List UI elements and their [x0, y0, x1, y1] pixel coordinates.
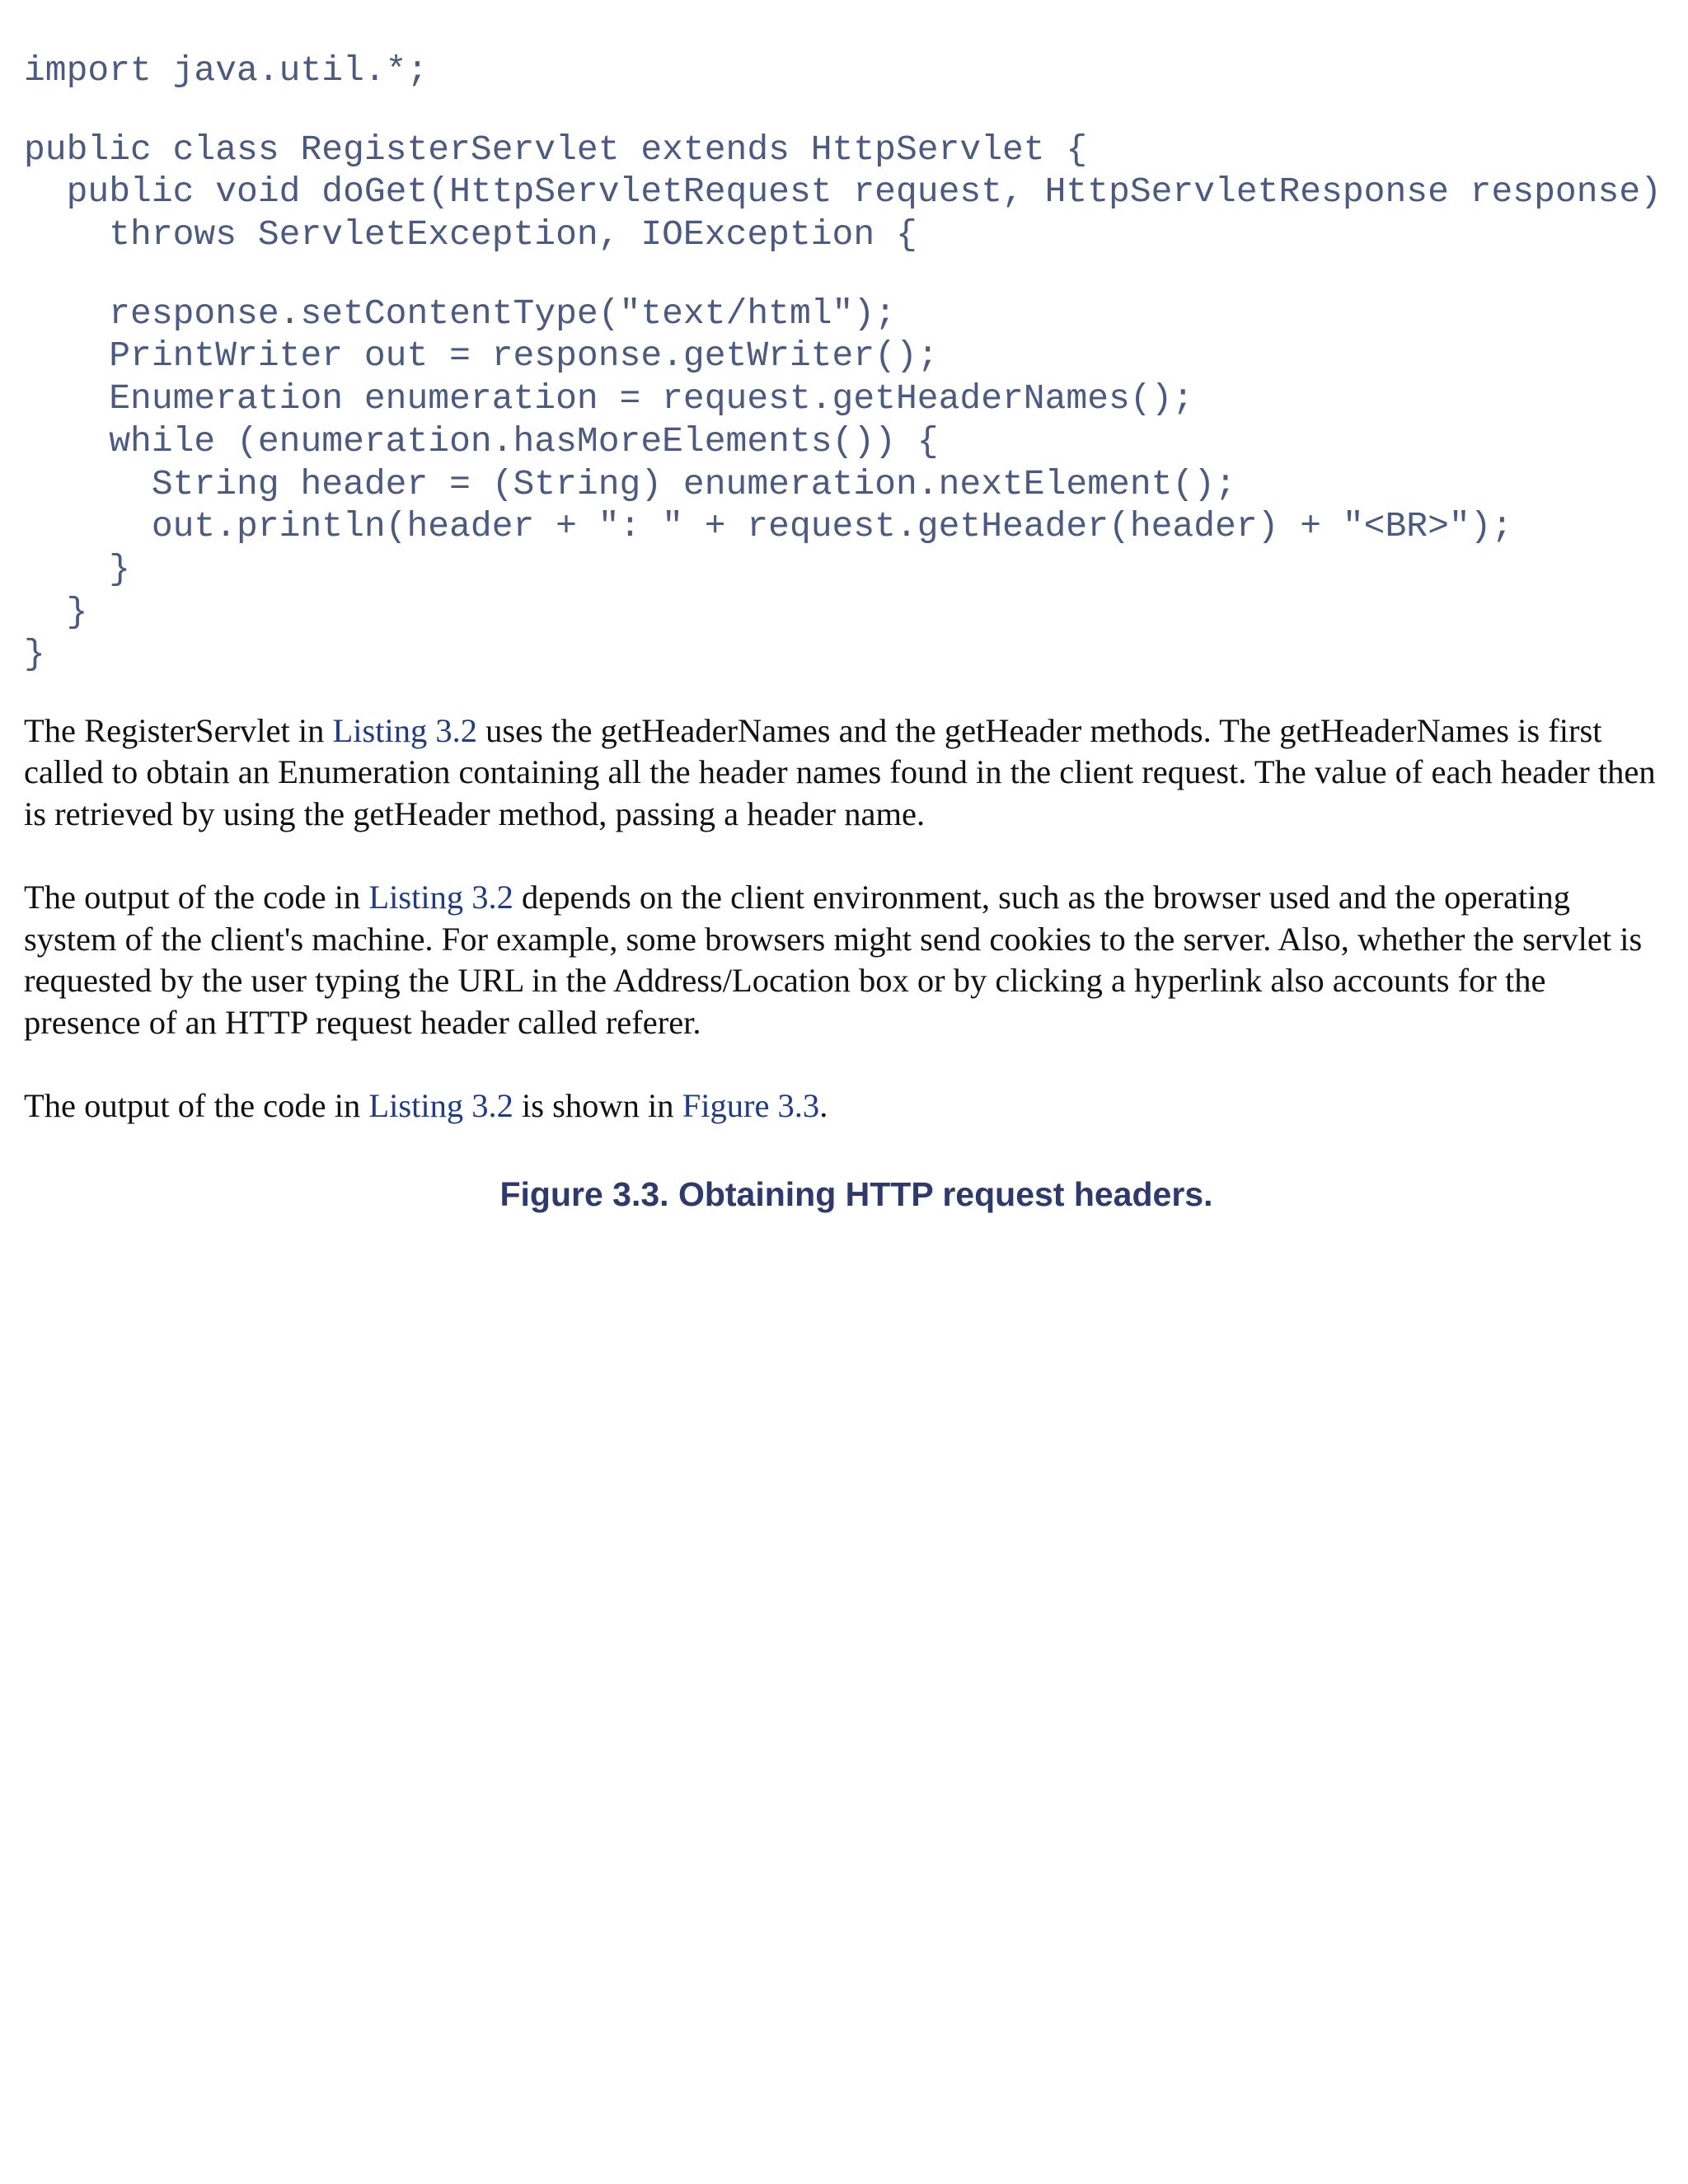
- code-line: response.setContentType("text/html");: [24, 293, 896, 334]
- code-line: while (enumeration.hasMoreElements()) {: [24, 420, 939, 462]
- code-line: import java.util.*;: [24, 50, 429, 91]
- code-line: public class RegisterServlet extends HttpServlet {: [24, 129, 1088, 170]
- paragraph-text: The output of the code in: [24, 1087, 369, 1125]
- document-page: [24, 49, 1664, 1214]
- code-line: }: [24, 591, 88, 632]
- figure-caption: Figure 3.3. Obtaining HTTP request headers.: [499, 1174, 1213, 1213]
- listing-3-2-link[interactable]: Listing 3.2: [368, 1087, 513, 1125]
- paragraph-text: The output of the code in: [24, 879, 369, 916]
- paragraph-client-environment: [24, 877, 1664, 1043]
- code-line: }: [24, 548, 131, 589]
- paragraph-text: uses the getHeaderNames and the getHeader methods. The getHeaderNames is first called to obtain an Enumeration containing all the header names found in the client request. The value of each header then is retrieved by using the getHeader method, passing a header name.: [24, 711, 1656, 832]
- code-line-blank: [24, 256, 1664, 293]
- paragraph-header-methods: [24, 710, 1664, 836]
- code-line: PrintWriter out = response.getWriter();: [24, 335, 939, 377]
- paragraph-text: The RegisterServlet in: [24, 711, 333, 749]
- paragraph-text: .: [819, 1087, 828, 1125]
- code-line: String header = (String) enumeration.nextElement();: [24, 463, 1236, 504]
- code-line: Enumeration enumeration = request.getHeaderNames();: [24, 378, 1194, 419]
- listing-3-2-link[interactable]: Listing 3.2: [368, 879, 513, 916]
- paragraph-text: is shown in: [513, 1087, 682, 1125]
- code-listing: [24, 49, 1664, 676]
- code-line: throws ServletException, IOException {: [24, 214, 917, 255]
- figure-3-3-link[interactable]: Figure 3.3: [682, 1087, 820, 1125]
- code-line: out.println(header + ": " + request.getHeader(header) + "<BR>");: [24, 506, 1513, 547]
- paragraph-text: depends on the client environment, such as the browser used and the operating system of the client's machine. For example, some browsers might send cookies to the server. Also, whether the servlet is requested by the user typing the URL in the Address/Location box or by clicking a hyperlink also accounts for the presence of an HTTP request header called referer.: [24, 879, 1643, 1041]
- code-line: public void doGet(HttpServletRequest request, HttpServletResponse response): [24, 171, 1662, 213]
- listing-3-2-link[interactable]: Listing 3.2: [332, 711, 478, 749]
- code-line: }: [24, 634, 45, 675]
- paragraph-output-figure: [24, 1085, 1664, 1127]
- code-line-blank: [24, 92, 1664, 129]
